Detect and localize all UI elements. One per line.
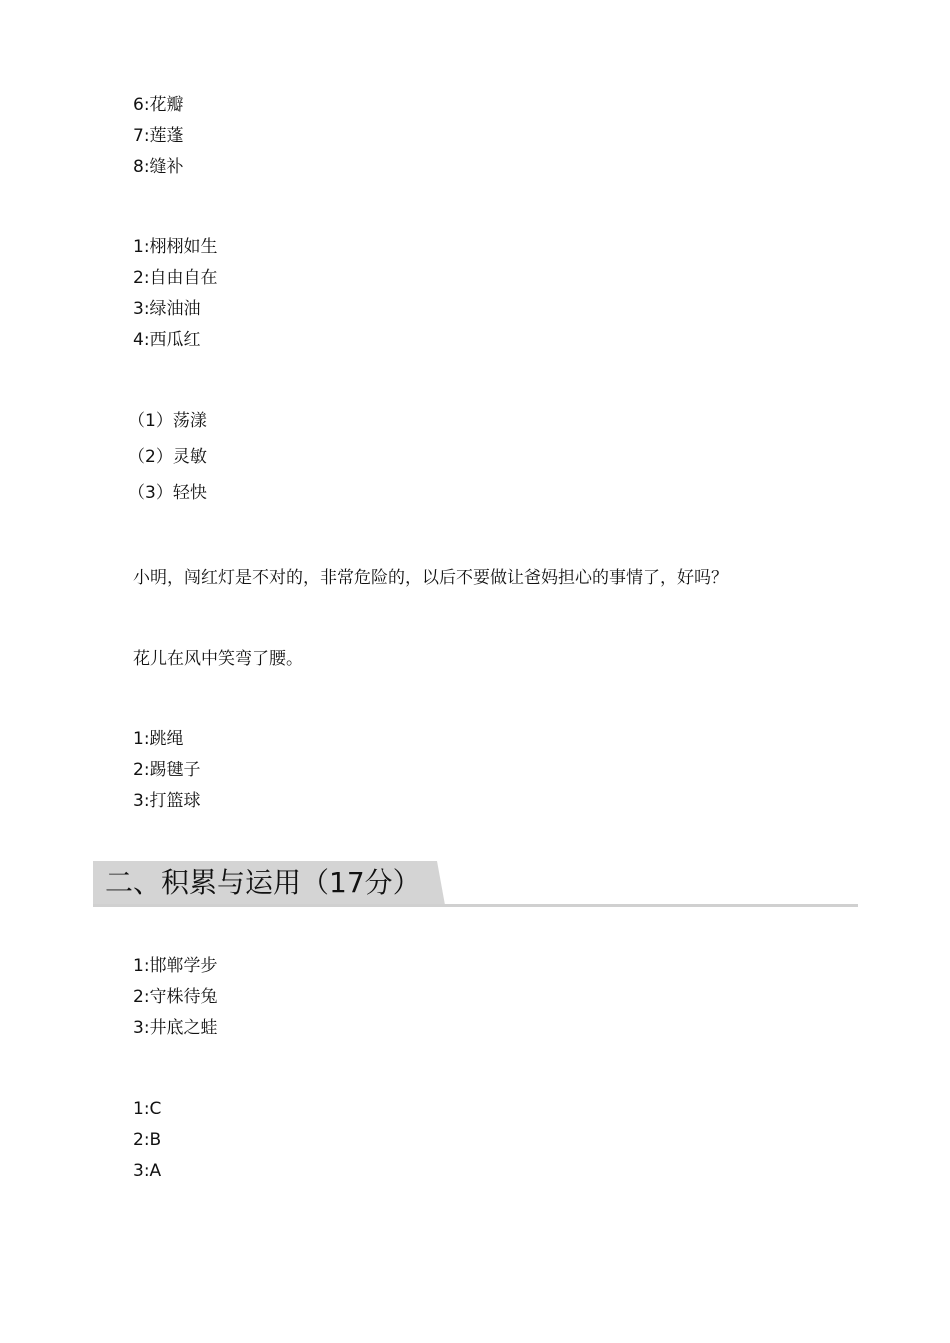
section-header (93, 861, 858, 907)
section-divider (93, 904, 858, 907)
section-title: 二、积累与运用（17分） (105, 866, 421, 899)
answer-line: 8:缝补 (133, 157, 184, 177)
answer-line: 3:井底之蛙 (133, 1018, 218, 1038)
answer-sentence: 花儿在风中笑弯了腰。 (133, 649, 303, 669)
answer-line: （3）轻快 (128, 483, 207, 503)
answer-line: 1:跳绳 (133, 729, 184, 749)
answer-line: 3:绿油油 (133, 299, 201, 319)
answer-line: 3:A (133, 1161, 162, 1181)
answer-line: （1）荡漾 (128, 411, 207, 431)
answer-line: 2:踢毽子 (133, 760, 201, 780)
answer-line: 2:守株待兔 (133, 987, 218, 1007)
answer-sentence: 小明，闯红灯是不对的，非常危险的，以后不要做让爸妈担心的事情了，好吗？ (133, 568, 728, 588)
answer-line: 7:莲蓬 (133, 126, 184, 146)
answer-line: 3:打篮球 (133, 791, 201, 811)
answer-line: （2）灵敏 (128, 447, 207, 467)
answer-line: 2:B (133, 1130, 162, 1150)
answer-line: 6:花瓣 (133, 95, 184, 115)
answer-line: 1:栩栩如生 (133, 237, 218, 257)
answer-line: 2:自由自在 (133, 268, 218, 288)
answer-line: 1:C (133, 1099, 162, 1119)
answer-line: 4:西瓜红 (133, 330, 201, 350)
answer-line: 1:邯郸学步 (133, 956, 218, 976)
